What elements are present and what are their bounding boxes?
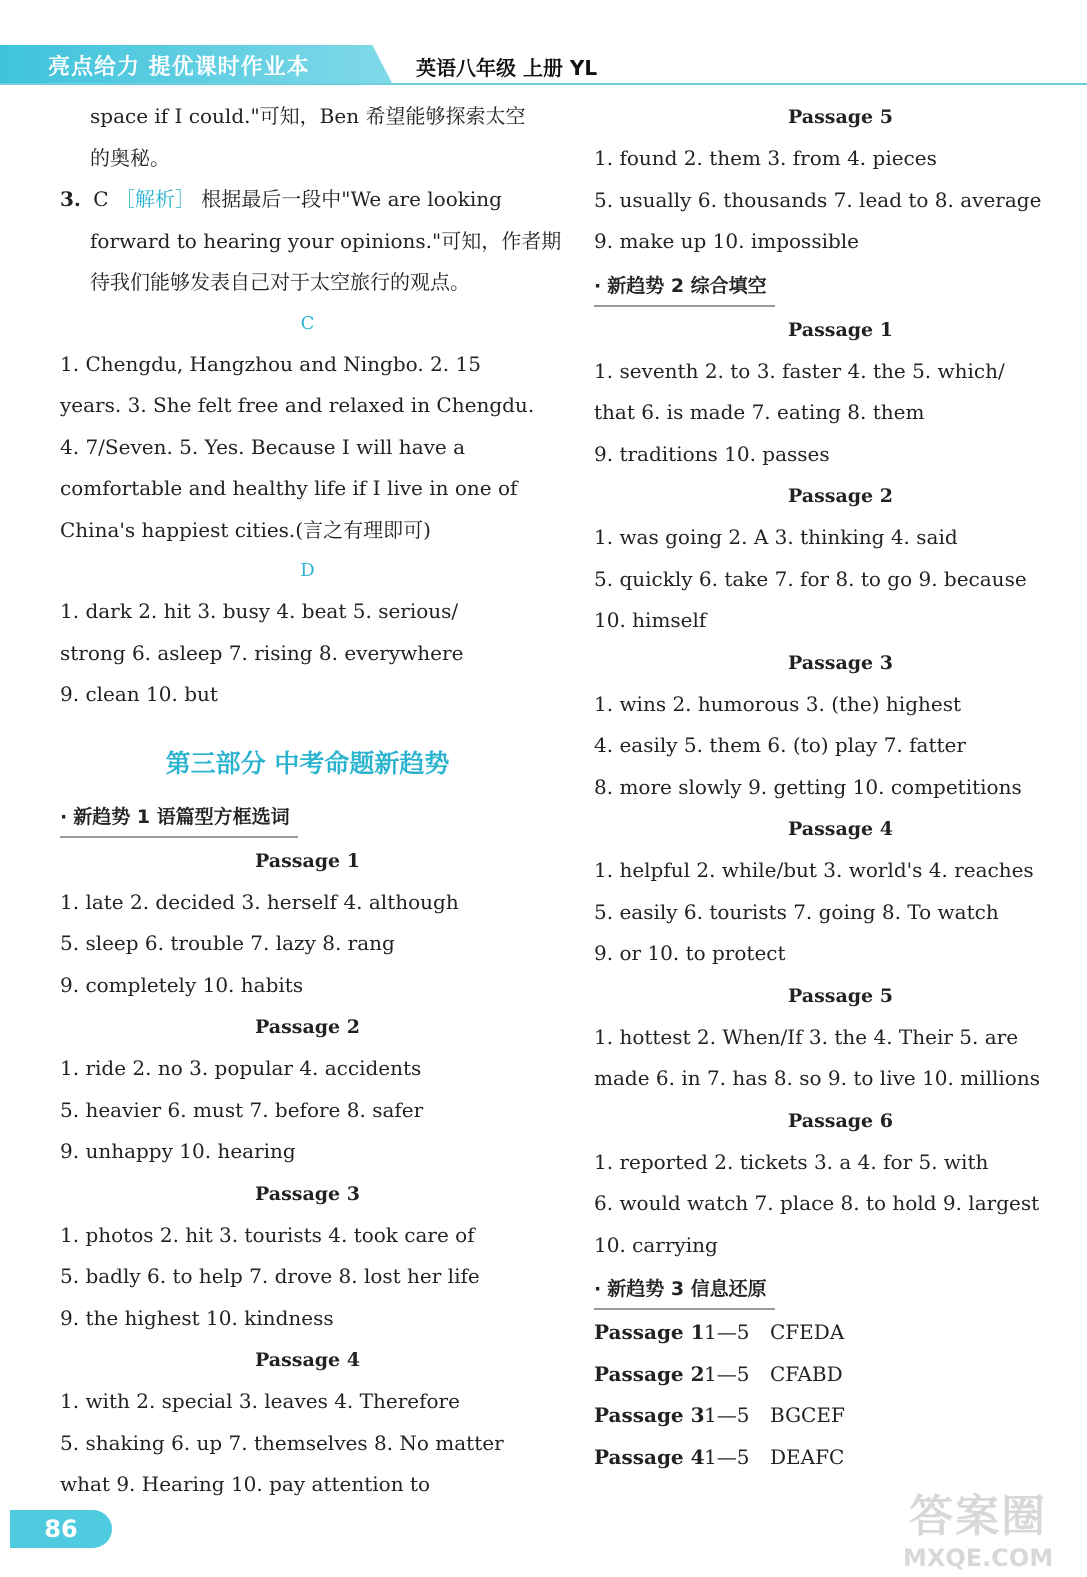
answer-line: 1. with 2. special 3. leaves 4. Therefore — [60, 1389, 460, 1413]
passage-title: Passage 1 — [254, 849, 360, 872]
continued-text: 的奥秘。 — [90, 145, 170, 170]
part-three-heading: 第三部分 中考命题新趋势 — [165, 748, 450, 778]
passage-title: Passage 1 — [787, 318, 893, 341]
info-answer-row: Passage 1 1—5 CFEDA — [594, 1320, 845, 1344]
page-header — [0, 0, 1087, 86]
answer-line: 4. 7/Seven. 5. Yes. Because I will have a — [60, 434, 466, 459]
answer-line: 9. clean 10. but — [60, 682, 218, 706]
answer-line: 6. would watch 7. place 8. to hold 9. largest — [594, 1191, 1040, 1215]
series-title: 亮点给力 提优课时作业本 — [48, 55, 310, 80]
passage-title: Passage 4 — [254, 1349, 360, 1371]
answer-line: 1. found 2. them 3. from 4. pieces — [594, 146, 937, 170]
info-answer-row: Passage 2 1—5 CFABD — [594, 1361, 843, 1386]
question-3 — [60, 179, 555, 221]
answer-line: what 9. Hearing 10. pay attention to — [60, 1472, 431, 1496]
answer-line: 9. or 10. to protect — [594, 941, 786, 965]
answer-line: 1. late 2. decided 3. herself 4. although — [60, 889, 459, 914]
analysis-tag: ［解析］ — [114, 187, 195, 211]
answer-line: 1. seventh 2. to 3. faster 4. the 5. which/ — [594, 358, 1005, 383]
answer-line: 1. wins 2. humorous 3. (the) highest — [594, 691, 962, 716]
info-answer-row: Passage 4 1—5 DEAFC — [594, 1444, 845, 1469]
answer-line: 5. heavier 6. must 7. before 8. safer — [60, 1097, 424, 1122]
analysis-text: 待我们能够发表自己对于太空旅行的观点。 — [90, 270, 470, 294]
page-number: 86 — [10, 1510, 112, 1548]
answer-line: 5. quickly 6. take 7. for 8. to go 9. because — [594, 566, 1027, 591]
trend-1-heading: · 新趋势 1 语篇型方框选词 — [60, 798, 298, 838]
passage-title: Passage 2 — [787, 485, 893, 507]
continued-text: space if I could."可知，Ben 希望能够探索太空 — [90, 104, 526, 128]
answer-line: 1. reported 2. tickets 3. a 4. for 5. with — [594, 1149, 989, 1174]
answer-line: comfortable and healthy life if I live in one of — [60, 476, 518, 500]
analysis-text: forward to hearing your opinions."可知，作者期 — [90, 228, 562, 253]
answer-line: 5. badly 6. to help 7. drove 8. lost her life — [60, 1264, 480, 1288]
passage-title: Passage 2 — [254, 1016, 360, 1038]
answer-line: 1. helpful 2. while/but 3. world's 4. reaches — [594, 858, 1034, 882]
answer-line: 4. easily 5. them 6. (to) play 7. fatter — [594, 733, 966, 757]
passage-title: Passage 5 — [787, 984, 893, 1007]
answer-line: 9. make up 10. impossible — [594, 229, 860, 253]
answer: C — [93, 187, 109, 211]
answer-line: 1. dark 2. hit 3. busy 4. beat 5. serious/ — [60, 599, 459, 623]
watermark-logo: 答案圈 MXQE.COM — [903, 1491, 1054, 1572]
answer-line: 5. easily 6. tourists 7. going 8. To watch — [594, 899, 999, 924]
right-column — [594, 96, 1087, 1478]
header-rule — [0, 83, 1087, 85]
answer-line: 5. usually 6. thousands 7. lead to 8. average — [594, 187, 1042, 212]
answer-line: 1. hottest 2. When/If 3. the 4. Their 5. are — [594, 1024, 1019, 1049]
answer-line: 1. photos 2. hit 3. tourists 4. took care of — [60, 1222, 475, 1247]
answer-line: 1. Chengdu, Hangzhou and Ningbo. 2. 15 — [60, 351, 481, 376]
answer-line: China's happiest cities.(言之有理即可) — [60, 517, 431, 542]
trend-2-heading: · 新趋势 2 综合填空 — [594, 267, 775, 307]
answer-line: 5. sleep 6. trouble 7. lazy 8. rang — [60, 931, 395, 955]
answer-line: 1. was going 2. A 3. thinking 4. said — [594, 525, 958, 549]
passage-title: Passage 5 — [787, 106, 893, 128]
section-d-label: D — [300, 560, 315, 581]
answer-line: 5. shaking 6. up 7. themselves 8. No matter — [60, 1430, 504, 1455]
question-number: 3. — [60, 187, 81, 211]
answer-line: 8. more slowly 9. getting 10. competitions — [594, 774, 1022, 799]
trend-3-heading: · 新趋势 3 信息还原 — [594, 1270, 775, 1310]
section-c-label: C — [300, 312, 315, 334]
answer-line: 9. unhappy 10. hearing — [60, 1139, 296, 1163]
passage-title: Passage 4 — [787, 818, 893, 840]
answer-line: made 6. in 7. has 8. so 9. to live 10. millions — [594, 1066, 1040, 1090]
book-title: 英语八年级 上册 YL — [416, 56, 598, 80]
answer-line: 1. ride 2. no 3. popular 4. accidents — [60, 1056, 422, 1080]
passage-title: Passage 3 — [787, 651, 893, 674]
passage-title: Passage 3 — [254, 1182, 360, 1205]
answer-line: 9. traditions 10. passes — [594, 441, 830, 466]
left-column — [60, 96, 562, 1506]
analysis-text: 根据最后一段中"We are looking — [201, 187, 502, 211]
passage-title: Passage 6 — [787, 1109, 893, 1132]
answer-line: 9. the highest 10. kindness — [60, 1305, 334, 1330]
answer-line: strong 6. asleep 7. rising 8. everywhere — [60, 640, 464, 665]
answer-line: 10. carrying — [594, 1232, 718, 1257]
info-answer-row: Passage 3 1—5 BGCEF — [594, 1403, 845, 1427]
answer-line: 9. completely 10. habits — [60, 972, 304, 997]
answer-line: 10. himself — [594, 608, 707, 632]
answer-line: years. 3. She felt free and relaxed in Chengdu. — [60, 393, 535, 417]
answer-line: that 6. is made 7. eating 8. them — [594, 400, 925, 424]
